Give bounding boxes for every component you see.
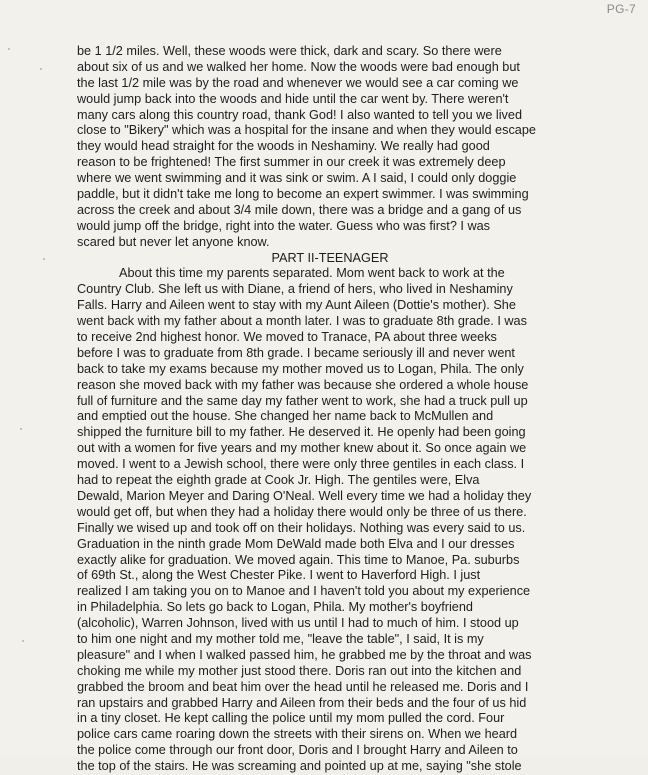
text-line: reason she moved back with my father was because she ordered a whole house	[77, 377, 529, 392]
text-line: Country Club. She left us with Diane, a friend of hers, who lived in Neshaminy	[77, 282, 513, 297]
scan-speck	[40, 68, 42, 70]
text-line: pleasure" and I when I walked passed him, he grabbed me by the throat and was	[77, 647, 532, 662]
text-line: ran upstairs and grabbed Harry and Aileen from their beds and the four of us hid	[77, 695, 527, 710]
text-line: before I was to graduate from 8th grade. I became seriously ill and never went	[77, 345, 515, 360]
text-line: police cars came roaring down the streets with their sirens on. When we heard	[77, 727, 518, 742]
text-line: shipped the furniture bill to my father. He deserved it. He openly had been going	[77, 425, 526, 440]
text-line: (alcoholic), Warren Johnson, lived with us until I had to much of him. I stood up	[77, 616, 519, 631]
scan-speck	[8, 48, 10, 50]
text-line: grabbed the broom and beat him over the head until he released me. Doris and I	[77, 679, 529, 694]
text-line: went back with my father about a month later. I was to graduate 8th grade. I was	[77, 314, 527, 329]
text-line: they would head straight for the woods in Neshaminy. We really had good	[77, 139, 490, 154]
paragraph-first-line: About this time my parents separated. Mom went back to work at the	[119, 266, 505, 281]
text-line: to receive 2nd highest honor. We moved to Tranace, PA about three weeks	[77, 330, 497, 345]
text-line: of 69th St., along the West Chester Pike. I went to Haverford High. I just	[77, 568, 481, 583]
text-line: close to "Bikery" which was a hospital for the insane and when they would escape	[77, 123, 536, 138]
text-line: many cars along this country road, thank God! I also wanted to tell you we lived	[77, 107, 523, 122]
text-line: back to take my exams because my mother moved us to Logan, Phila. The only	[77, 361, 524, 376]
scan-speck	[43, 258, 45, 260]
body-text	[77, 44, 597, 775]
text-line: about six of us and we walked her home. Now the woods were bad enough but	[77, 59, 520, 74]
text-line: Falls. Harry and Aileen went to stay with my Aunt Aileen (Dottie's mother). She	[77, 298, 516, 313]
text-line: moved. I went to a Jewish school, there were only three gentiles in each class. I	[77, 457, 525, 472]
text-line: in a tiny closet. He kept calling the police until my mom pulled the cord. Four	[77, 711, 505, 726]
text-line: exactly alike for graduation. We moved again. This time to Manoe, Pa. suburbs	[77, 552, 520, 567]
text-line: choking me while my mother just stood there. Doris ran out into the kitchen and	[77, 663, 522, 678]
text-line: the top of the stairs. He was screaming and pointed up at me, saying "she stole	[77, 759, 522, 774]
text-line: to him one night and my mother told me, "leave the table", I said, It is my	[77, 631, 484, 646]
text-line: be 1 1/2 miles. Well, these woods were thick, dark and scary. So there were	[77, 44, 502, 58]
text-line: would jump off the bridge, right into the water. Guess who was first? I was	[77, 218, 491, 233]
scan-speck	[22, 640, 24, 642]
text-line: realized I am taking you on to Manoe and I haven't told you about my experience	[77, 584, 531, 599]
text-line: scared but never let anyone know.	[77, 234, 270, 249]
text-line: the last 1/2 mile was by the road and whenever we would see a car coming we	[77, 75, 519, 90]
text-line: where we went swimming and it was sink or swim. A I said, I could only doggie	[77, 171, 517, 186]
page-number: PG-7	[606, 2, 636, 16]
text-line: and emptied out the house. She changed her name back to McMullen and	[77, 409, 494, 424]
text-line: paddle, but it didn't take me long to become an expert swimmer. I was swimming	[77, 187, 529, 202]
text-line: in Philadelphia. So lets go back to Logan, Phila. My mother's boyfriend	[77, 600, 473, 615]
section-heading: PART II-TEENAGER	[271, 250, 389, 265]
text-line: across the creek and about 3/4 mile down, there was a bridge and a gang of us	[77, 202, 522, 217]
text-line: would get off, but when they had a holiday there would only be three of us there.	[77, 504, 527, 519]
text-line: would jump back into the woods and hide until the car went by. There weren't	[77, 91, 509, 106]
text-line: Dewald, Marion Meyer and Daring O'Neal. Well every time we had a holiday they	[77, 488, 532, 503]
text-line: reason to be frightened! The first summer in our creek it was extremely deep	[77, 155, 506, 170]
scan-speck	[20, 428, 22, 430]
text-line: Finally we wised up and took off on their holidays. Nothing was every said to us.	[77, 520, 526, 535]
text-line: out with a women for five years and my mother knew about it. So once again we	[77, 441, 527, 456]
text-line: Graduation in the ninth grade Mom DeWald made both Elva and I our dresses	[77, 536, 515, 551]
text-line: full of furniture and the same day my father went to work, she had a truck pull up	[77, 393, 528, 408]
text-line: had to repeat the eighth grade at Cook Jr. High. The gentiles were, Elva	[77, 473, 480, 488]
text-line: the police come through our front door, Doris and I brought Harry and Aileen to	[77, 743, 518, 758]
